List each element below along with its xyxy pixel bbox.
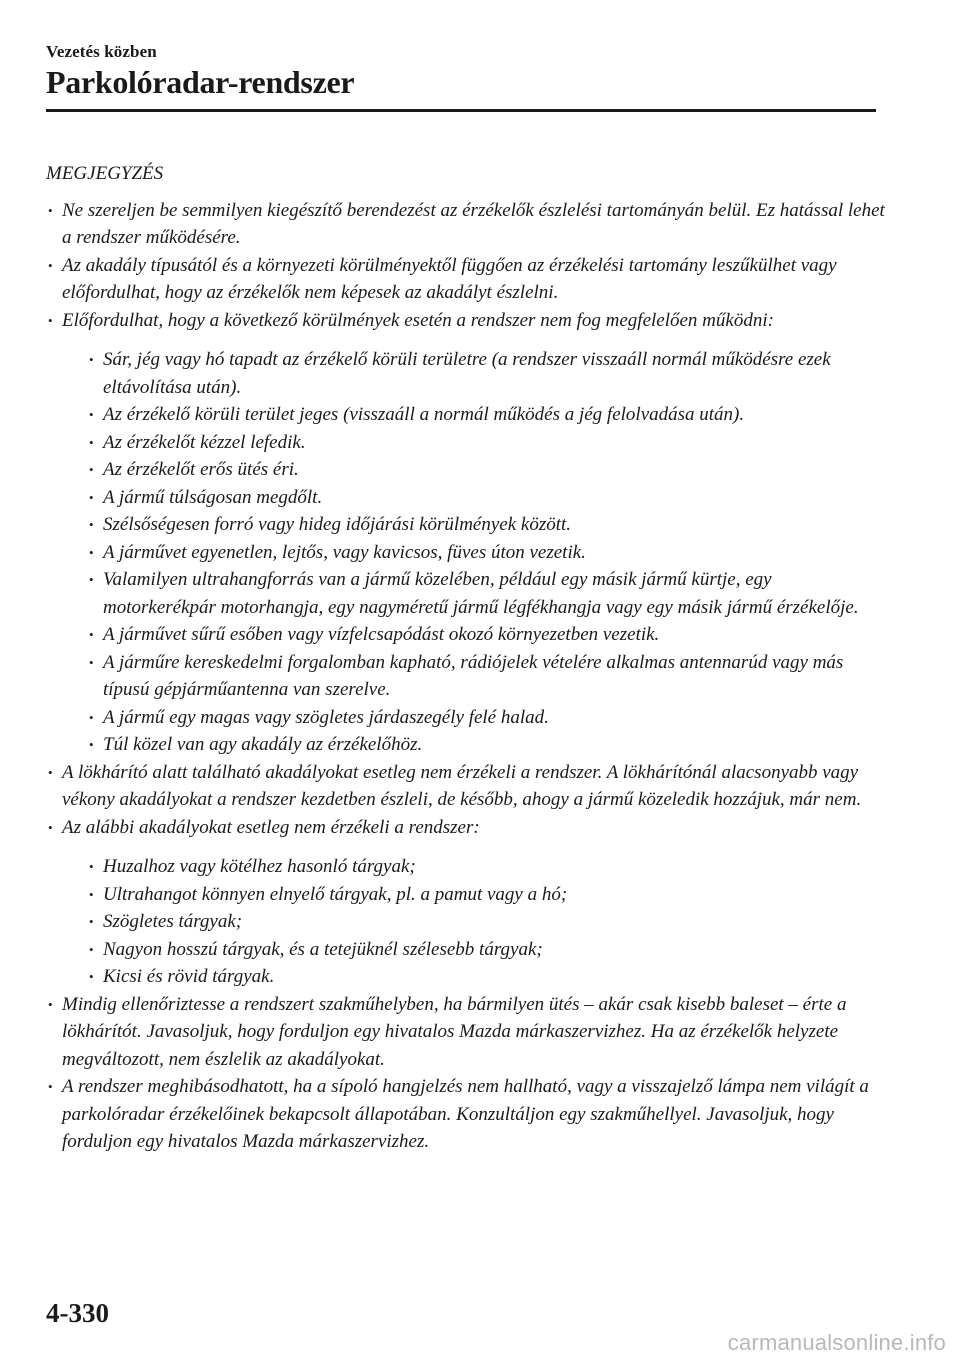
sub-item: • A járműre kereskedelmi forgalomban kapható, rádiójelek vételére alkalmas antennarúd vagy más típusú gépjárműantenna van szerelve.	[62, 649, 886, 704]
watermark: carmanualsonline.info	[727, 1330, 946, 1355]
note-item	[46, 814, 886, 991]
sub-item: • Az érzékelőt erős ütés éri.	[62, 456, 886, 484]
sub-item: • Szögletes tárgyak;	[62, 908, 886, 936]
page-number: 4-330	[46, 1298, 109, 1328]
sub-item: • Az érzékelőt kézzel lefedik.	[62, 429, 886, 457]
sub-item: • Ultrahangot könnyen elnyelő tárgyak, pl. a pamut vagy a hó;	[62, 881, 886, 909]
note-item	[46, 991, 886, 1074]
title-rule	[46, 109, 876, 112]
note-item	[46, 307, 886, 759]
note-block	[46, 160, 886, 1156]
note-item	[46, 197, 886, 252]
note-item	[46, 759, 886, 814]
sub-item: • Szélsőségesen forró vagy hideg időjárási körülmények között.	[62, 511, 886, 539]
sub-item: • Nagyon hosszú tárgyak, és a tetejüknél szélesebb tárgyak;	[62, 936, 886, 964]
note-item-text: Mindig ellenőriztesse a rendszert szakműhelyben, ha bármilyen ütés – akár csak kisebb baleset – érte a lökhárítót. Javasoljuk, hogy forduljon egy hivatalos Mazda márkaszervizhez. Ha az érzékelők helyzete megváltozott, nem észlelik az akadályokat.	[62, 993, 847, 1070]
page-title: Parkolóradar-rendszer	[46, 64, 355, 100]
condition-sublist	[62, 346, 886, 759]
obstacle-sublist	[62, 853, 886, 991]
note-list	[46, 197, 886, 1156]
sub-item: • A járművet sűrű esőben vagy vízfelcsapódást okozó környezetben vezetik.	[62, 621, 886, 649]
note-item-text: A rendszer meghibásodhatott, ha a sípoló hangjelzés nem hallható, vagy a visszajelző lámpa nem világít a parkolóradar érzékelőinek bekapcsolt állapotában. Konzultáljon egy szakműhellyel. Javasoljuk, hogy forduljon egy hivatalos Mazda márkaszervizhez.	[62, 1076, 869, 1152]
sub-item: • Valamilyen ultrahangforrás van a jármű közelében, például egy másik jármű kürtje, egy motorkerékpár motorhangja, egy nagyméretű jármű légfékhangja vagy egy másik jármű érzékelője.	[62, 566, 886, 621]
section-label: Vezetés közben	[46, 42, 157, 61]
note-item-text: Ne szereljen be semmilyen kiegészítő berendezést az érzékelők észlelési tartományán belül. Ez hatással lehet a rendszer működésére.	[62, 199, 885, 248]
sub-item: • Túl közel van agy akadály az érzékelőhöz.	[62, 731, 886, 759]
sub-item: • Az érzékelő körüli terület jeges (visszaáll a normál működés a jég felolvadása után).	[62, 401, 886, 429]
sub-item: • A járművet egyenetlen, lejtős, vagy kavicsos, füves úton vezetik.	[62, 539, 886, 567]
sub-item: • Sár, jég vagy hó tapadt az érzékelő körüli területre (a rendszer visszaáll normál működésre ezek eltávolítása után).	[62, 346, 886, 401]
note-item	[46, 1073, 886, 1156]
note-item-text: Az alábbi akadályokat esetleg nem érzékeli a rendszer:	[62, 816, 480, 838]
sub-item: • Kicsi és rövid tárgyak.	[62, 963, 886, 991]
note-heading: MEGJEGYZÉS	[46, 163, 164, 184]
note-item-text: A lökhárító alatt található akadályokat esetleg nem érzékeli a rendszer. A lökhárítónál alacsonyabb vagy vékony akadályokat a rendszer kezdetben észleli, de később, ahogy a jármű közeledik hozzájuk, már nem.	[62, 761, 862, 810]
note-item	[46, 252, 886, 307]
sub-item: • A jármű túlságosan megdőlt.	[62, 484, 886, 512]
note-item-text: Az akadály típusától és a környezeti körülményektől függően az érzékelési tartomány leszűkülhet vagy előfordulhat, hogy az érzékelők nem képesek az akadályt észlelni.	[62, 254, 837, 303]
sub-item: • Huzalhoz vagy kötélhez hasonló tárgyak;	[62, 853, 886, 881]
note-item-text: Előfordulhat, hogy a következő körülmények esetén a rendszer nem fog megfelelően működni:	[62, 309, 774, 331]
sub-item: • A jármű egy magas vagy szögletes járdaszegély felé halad.	[62, 704, 886, 732]
